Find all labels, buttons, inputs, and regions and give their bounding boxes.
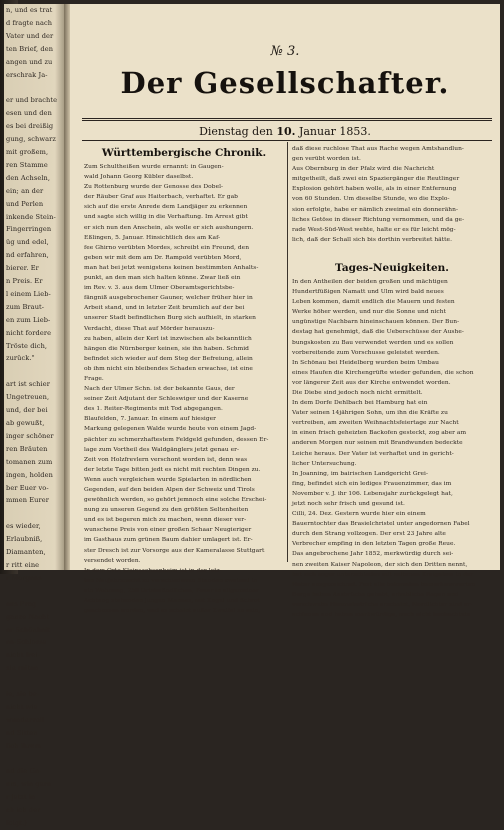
previous-page-text-line: er und brachte [6, 96, 58, 105]
article-text-line: Frage. [84, 375, 104, 382]
article-text-line: gen verübt worden ist. [292, 156, 361, 163]
article-text-line: Verbrecher empfing in den letzten Tagen große Reue. [292, 541, 456, 548]
previous-page-text-line: mmen Eurer [6, 496, 50, 505]
article-text-line: lage zum Vortheil des Waldgänglers jetzt genau er- [84, 446, 240, 453]
article-text-line: In Joanning, im bairischen Landgericht Grei- [292, 470, 429, 477]
previous-page-text-line: l einem Lieb- [6, 289, 51, 298]
article-text-line: unserer Stadt befindlichen Burg sich aufhielt, in starken [84, 315, 256, 322]
previous-page-text-line [4, 365, 64, 378]
date-prefix: Dienstag den [199, 125, 273, 138]
article-text-line: ster Dresch ist zur Vorsorge aus der Kameralasse Stuttgart [84, 547, 265, 554]
previous-page-text-line [4, 81, 64, 94]
previous-page-text-line: folgt.) [6, 819, 27, 828]
previous-page-text-line: r Morgens [6, 573, 42, 582]
article-text-line: Gegenden, auf den beiden Alpen der Schweiz und Tirols [84, 487, 255, 493]
newspaper-page [70, 4, 500, 619]
previous-page-text-line: aus Prag [6, 599, 37, 608]
article-text-line: vorbereitende zum Vorschusse geleistet werden. [292, 349, 440, 356]
article-text-line: vor längerer Zeit aus der Kirche entwendet worden. [292, 379, 451, 386]
article-text-line: und es ist begeren mich zu machen, wenn dieser ver- [84, 517, 247, 524]
previous-page-text-line: ie, sie be- [6, 690, 40, 699]
masthead-rule-top [82, 118, 492, 119]
previous-page-text-line: nd erfahren, [6, 251, 49, 260]
previous-page-text-line: Erlaubniß, [6, 535, 43, 544]
article-text-line: Vater seinen 14jährigen Sohn, um ihn die Kräfte zu [292, 410, 448, 417]
previous-page-text-line: er Schönheit [6, 625, 50, 634]
article-text-line: der letzte Tage bitten jedt es nicht mit rechten Dingen zu. [84, 466, 261, 473]
article-text-line: anderen Morgen nur seinen mit Brandwunden bedeckte [292, 440, 463, 447]
previous-page-text-line: r ritt eine [6, 560, 40, 569]
article-text-line: er sich nun den Anschein, als wolle er sich aushungern. [84, 224, 254, 231]
article-text-line: befindet sich wieder auf dem Steg der Befreiung, allein [84, 355, 253, 362]
article-text-line: gewöhnlich werden, so gehört jemnoch eine solche Erschei- [84, 497, 267, 504]
article-text-line: sion erfolgte, habe er nämlich zweimal ein donnerähn- [292, 206, 458, 213]
previous-page-text-line: Ungetreuen, [6, 393, 50, 402]
previous-page-text-line: nicht wie [6, 702, 38, 711]
article-text-line: Berge haben Ausbrüche gehabt, erhebliche Regen und [292, 591, 459, 598]
article-text-line: Die Diebe sind jedoch noch nicht ermittelt. [292, 389, 423, 396]
article-text-line: in einen frisch geheizten Backofen gesteckt, zog aber am [292, 430, 467, 437]
previous-page-text-line: üg und edel, [6, 238, 49, 247]
article-text-line: Werke höher werden, und nur die Sonne und nicht [292, 309, 447, 316]
previous-page-text-line: und Perlen [6, 199, 44, 208]
article-text-line: Wenn auch vergleichen wurde Spielarten in nördlichen [84, 476, 252, 483]
article-text-line: im Rev. v. 3. aus dem Ulmer Oberamtsgerichtsbe- [84, 285, 235, 292]
previous-page-text-line: es bei dreißig [6, 122, 54, 131]
previous-page-text-line: wundervoll [6, 715, 45, 724]
article-text-line: der Räuber Graf aus Haiterbach, verhaftet. Er gab [84, 194, 238, 201]
newspaper-spread [4, 4, 500, 828]
previous-page-text-line: es wieder, [6, 522, 41, 531]
previous-page-text-line: inkende Stein- [6, 212, 56, 221]
previous-page-text-line: gung, schwarz [6, 135, 56, 144]
article-text-line: nen zweiten Kaiser Napoleon, der sich den Dritten nennt, [292, 561, 468, 568]
previous-page-text-line: ganze Nacht [6, 612, 50, 621]
masthead-rule-top-double [82, 120, 492, 121]
article-text-line: In Schönau bei Heidelberg wurden beim Umbau [292, 359, 439, 366]
date-day: 10. [276, 125, 296, 138]
date-rest: Januar 1853. [298, 125, 371, 138]
article-text-line: Blaufelden, 7. Januar. In einem auf hiesiger [84, 416, 217, 423]
article-text-line: und sagte sich willig in die Verhaftung. Im Arrest gibt [84, 214, 248, 221]
previous-page-column [4, 4, 64, 828]
article-text-line: destag hat genehmigt, daß die Ueberschüsse der Aushe- [292, 329, 464, 336]
previous-page-text-line: sie reiten [6, 664, 39, 673]
article-text-line: eines Haufen die Kirchengrüfte wieder gefunden, die schon [292, 369, 474, 376]
previous-page-text-line: angen und zu [6, 57, 53, 66]
article-text-line: wald Johann Georg Kübler daselbst. [84, 174, 194, 181]
left-column [84, 144, 284, 615]
article-text-line: zu haben, allein der Kerl ist inzwischen als bekanntlich [84, 335, 252, 342]
section-heading-chronik: Württembergische Chronik. [101, 147, 267, 159]
article-text-line: des 1. Reiter-Regiments mit Tod abgegangen. [84, 406, 223, 413]
previous-page-text-line: ber Euer vo- [6, 483, 49, 492]
previous-page-text-line: ten Brief, den [6, 44, 54, 53]
article-text-line: im Gasthaus zum grünen Baum dahier umlagert ist. Er- [84, 537, 253, 544]
article-text-line: Markung gelegenen Walde wurde heute von einem Jagd- [84, 426, 257, 433]
article-text-line: Das angebrochene Jahr 1852, merkwürdig durch sei- [292, 551, 454, 558]
article-text-line: fee Ghirno verübten Mordes, schreibt ein Freund, den [84, 244, 250, 251]
previous-page-text-line: inger schöner [6, 431, 54, 440]
previous-page-text-line: und, der bei [6, 406, 48, 415]
previous-page-text-line: ren Stamme [6, 160, 48, 169]
previous-page-text-line: ch ich der [6, 806, 41, 815]
article-text-line: fing, befindet sich ein lediges Frauenzimmer, das im [292, 480, 452, 487]
article-text-line: sich auf die erste Anrede dem Landjäger zu erkennen [84, 204, 248, 211]
article-text-line: von 60 Stunden. Um dieselbe Stunde, wo die Explo- [292, 196, 450, 203]
article-text-line: geben wir mit dem am Dr. Rampold verübten Mord, [84, 254, 242, 261]
previous-page-text-line: mit großem, [6, 147, 49, 156]
article-text-line: Leben kommen, damit endlich die Mauern und festen [292, 299, 455, 306]
article-text-line: Zu Rottenburg wurde der Genosse des Dobel- [84, 184, 224, 191]
previous-page-text-line: lich ihrem [6, 741, 41, 750]
previous-page-text-line: r jetzt in [6, 793, 36, 802]
article-text-line: hat sich sogar unterschieden mit seltenen Ereignisse in der [292, 571, 474, 578]
article-text-line: rade West-Süd-West wehte, halte er es für leicht mög- [292, 226, 456, 233]
article-text-line: jetzt noch sehr frisch und gesund ist. [292, 501, 405, 507]
previous-page-text-line: zum Braut- [6, 302, 45, 311]
previous-page-text-line: ingen, holden [6, 470, 53, 479]
previous-page-text-line: Diamanten, [6, 548, 46, 557]
article-text-line: licher Untersuchung. [292, 460, 357, 467]
article-text-line: Explosion gehört haben wolle, als in einer Entfernung [292, 186, 457, 193]
article-text-line: Leiche heraus. Der Vater ist verhaftet und in gericht- [292, 450, 454, 457]
article-text-line: mitgetheilt, daß zwei ein Spaziergänger die Reutlinger [292, 176, 460, 183]
article-text-line: Arbeit stand, und in letzter Zeit brumlich auf der bei [84, 305, 245, 312]
article-text-line: bungskosten zu Bau verwendet werden und es sollen [292, 339, 454, 346]
article-text-line: Eßlingen, 5. Januar. Hinsichtlich des am Kaf- [84, 234, 221, 241]
previous-page-text-line: ab gewußt, [6, 419, 45, 427]
article-text-line: Aus Obernburg in der Pfalz wird die Nachricht [292, 166, 435, 173]
previous-page-text-line: nd die Ge- [6, 767, 42, 776]
article-text-line: Cilli, 24. Dez. Gestern wurde hier ein einem [292, 511, 426, 518]
article-text-line: schienen und haben merkwürdige, noch nicht beobachtete [292, 612, 471, 619]
previous-page-text-line: Fingerringen [6, 225, 52, 234]
previous-page-text-line: den Achseln, [6, 173, 51, 182]
previous-page-text-line: erschrak Ja- [6, 70, 48, 79]
previous-page-text-line: Vater und der [6, 31, 54, 40]
article-text-line: Zeit von Holzfrevlern verschont worden ist, denn was [84, 456, 248, 463]
article-text-line: Nach der Ulmer Schn. ist der bekannte Gaus, der [84, 386, 235, 393]
previous-page-text-line: en zum Lieb- [6, 315, 51, 324]
article-text-line: geschossen worden, und es scheint außer Zweifel zu sein, [84, 608, 261, 615]
article-text-line: verschwebe Himmelsstriche erscheint, Nordlichter sind er- [292, 601, 473, 608]
previous-page-text-line: d fragte nach [6, 18, 53, 27]
article-text-line: ob ihm nicht ein bleibendes Schaden erwachse, ist eine [84, 365, 253, 372]
previous-page-text-line: ein; an der [6, 186, 44, 195]
article-text-line: Natur ausgezeichnet. Fast alle bekannten bemerkenswerten [292, 581, 476, 588]
issue-number: № 3. [270, 44, 300, 59]
previous-page-text-line: n Preis. Er [6, 277, 43, 286]
article-text-line: Bauerntochter das Brasielchristel unter angedornen Fabel [292, 521, 470, 528]
article-text-line: Verdacht, diese That auf Mörder herauszu- [84, 325, 215, 332]
previous-page-text-line: en-Schlosse [6, 638, 47, 647]
previous-page-text-line [4, 753, 64, 766]
article-text-line: seiner Zeit Adjutant der Schleswiger und der Kaserne [84, 396, 249, 403]
article-text-line: vertreiben, am zweiten Weihnachtsfeiertage zur Nacht [292, 420, 459, 427]
previous-page-text-line: n, und es trat [6, 6, 53, 14]
article-text-line: ein Wohnung, 250 Ortsbefindlichen, Feuer in allgemeiner [84, 587, 259, 594]
section-heading-tages-neuigkeiten: Tages-Neuigkeiten. [335, 261, 449, 274]
previous-page-text-line: nd Sitten [6, 728, 38, 737]
right-column [292, 144, 492, 619]
article-text-line: fängniß ausgebrochener Gauner, welcher früher hier in [84, 295, 253, 302]
previous-page-text-line: um, wie gern [6, 780, 52, 789]
previous-page-text-line: Tröste dich, [6, 341, 48, 350]
previous-page-text-line: art ist schier [6, 380, 50, 389]
dateline-rule [82, 140, 492, 141]
previous-page-text-line: nicht fordere [6, 328, 52, 337]
previous-page-text-line [4, 675, 64, 688]
article-text-line: hängen die Nürnberger keinen, sie ihn haben. Schmid [84, 345, 249, 352]
article-text-line: Zum Schultheißen wurde ernannt: in Gaugen- [84, 164, 224, 170]
previous-page-text-line [4, 507, 64, 520]
article-text-line: ungünstige Nachbarn hineinschauen können. Der Bun- [292, 319, 460, 326]
article-text-line: November v. J. ihr 106. Lebensjahr zurückgelegt hat, [292, 490, 453, 497]
article-text-line: pächter zu schmerzhaftestem Feldgeld gefunden, dessen Er- [84, 436, 269, 443]
article-text-line: ten Neujahrsnacht zu verschiedenen Stunden zweimal in [84, 577, 258, 584]
previous-page-text-line: bierer. Er [6, 264, 39, 273]
article-text-line: punkt, an den man sich halten könne. Zwar ließ ein [84, 275, 241, 282]
previous-page-text-line: zurück." [6, 354, 35, 363]
issue-date [70, 125, 500, 138]
article-text-line: liches Getöse in dieser Richtung vernommen, und da ge- [292, 216, 465, 223]
previous-page-text-line: esen und den [6, 109, 52, 118]
article-text-line: In dem Dorfe Dehlbach bei Hamburg hat ein [292, 400, 428, 407]
article-text-line: wunschene Preis von einer großen Schaar Neugieriger [84, 527, 252, 534]
article-text-line: In dem Orte Kleinsachsenheim ist in der letz- [84, 567, 222, 574]
article-text-line: In den Antheilen der beiden großen und mächtigen [292, 278, 448, 285]
article-text-line: nung zu unseren Gegend zu den größten Seltenheiten [84, 507, 249, 514]
article-text-line: lich, daß der Schall sich bis dorthin verbreitet hätte. [292, 236, 453, 243]
previous-page-text-line [4, 585, 64, 598]
previous-page-text-line: ren Bräuten [6, 444, 48, 453]
column-divider [287, 142, 288, 562]
previous-page-text-line: nicht frei- [6, 651, 40, 660]
article-text-line: man hat bei jetzt wenigstens keinen bestimmten Anhalts- [84, 264, 259, 271]
article-text-line: versendet worden. [84, 557, 141, 564]
previous-page-text-line: tomanen zum [6, 457, 53, 466]
article-text-line: durch den Strang vollzogen. Der erst 23 Jahre alte [292, 531, 446, 538]
article-text-line: Achtung stehenden jungen Mannes, mit Kugel und Schrot [84, 598, 261, 605]
masthead-title: Der Gesellschafter. [120, 66, 450, 100]
article-text-line: Hundertfüßigen Namatt und Ulm wird bald neues [292, 289, 444, 296]
article-text-line: daß diese ruchlose That aus Rache wegen Amtshandlun- [292, 146, 464, 152]
